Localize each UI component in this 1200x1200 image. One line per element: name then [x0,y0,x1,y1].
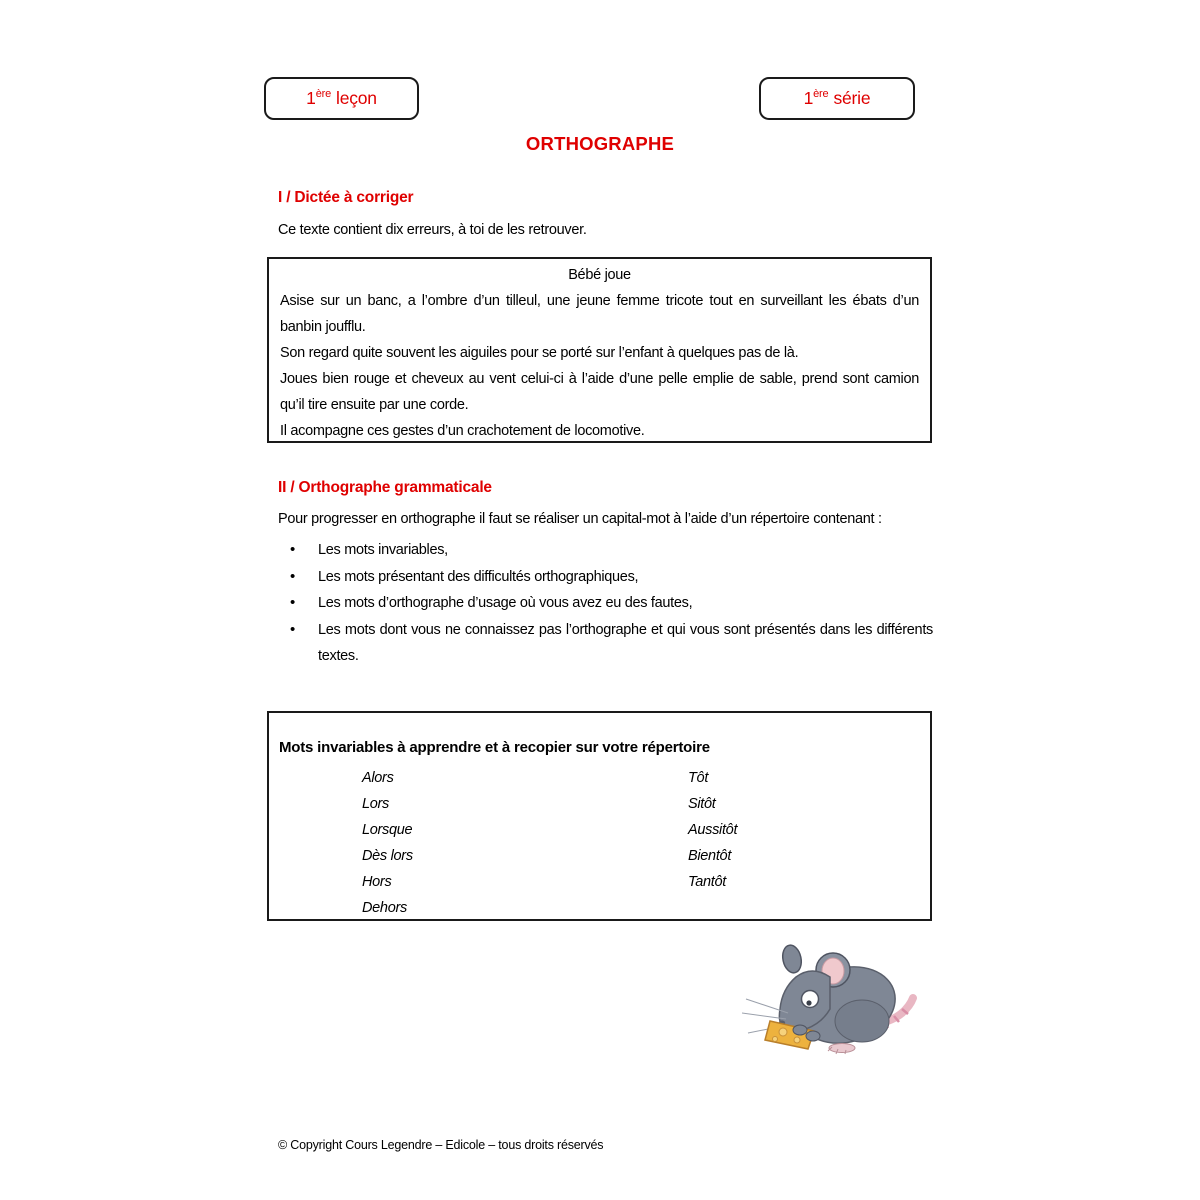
word-item: Aussitôt [688,822,738,838]
badge-word: série [833,88,871,108]
bullet-item: • Les mots présentant des difficultés orthographiques, [278,564,933,591]
badge-number: 1 [803,88,814,108]
mouse-hind-foot [829,1044,855,1053]
word-item: Lors [362,796,390,812]
word-item: Bientôt [688,848,732,864]
word-item: Dehors [362,900,407,916]
bullet-item: • Les mots invariables, [278,537,933,564]
invariable-words-heading: Mots invariables à apprendre et à recopier sur votre répertoire [279,739,710,756]
cheese-hole [779,1028,787,1036]
dictation-box [267,257,932,443]
word-item: Tôt [688,770,709,786]
repertoire-bullet-list [278,537,933,670]
dictation-paragraph: Joues bien rouge et cheveux au vent celui-ci à l’aide d’une pelle emplie de sable, prend sont camion qu’il tire ensuite par une corde. [280,371,919,413]
word-item: Alors [362,770,394,786]
mouse-pupil [806,1000,811,1005]
mouse-paw [793,1025,807,1035]
cheese-hole [773,1037,778,1042]
mouse-ear-left [780,943,803,974]
badge-ordinal-suffix: ère [315,88,331,101]
badge-number: 1 [306,88,316,108]
section-1-intro: Ce texte contient dix erreurs, à toi de les retrouver. [278,222,587,238]
section-2-heading: II / Orthographe grammaticale [278,479,492,496]
word-item: Lorsque [362,822,413,838]
mouse-haunch [835,1000,889,1042]
words-column-left [362,765,688,921]
badge-ordinal-suffix: ère [813,88,829,101]
page-title: ORTHOGRAPHE [525,133,675,154]
copyright-footer: © Copyright Cours Legendre – Edicole – tous droits réservés [278,1138,604,1152]
bullet-item: • Les mots dont vous ne connaissez pas l’orthographe et qui vous sont présentés dans les différents textes. [278,617,933,670]
word-item: Dès lors [362,848,413,864]
invariable-words-columns [279,765,920,921]
lesson-number-badge [264,77,419,120]
bullet-item: • Les mots d’orthographe d’usage où vous avez eu des fautes, [278,590,933,617]
series-number-badge [759,77,915,120]
section-1-heading: I / Dictée à corriger [278,189,414,206]
mouse-cheese-illustration [742,943,922,1063]
dictation-paragraph: Asise sur un banc, a l’ombre d’un tilleul, une jeune femme tricote tout en surveillant les ébats d’un banbin joufflu. [280,293,919,335]
cheese-hole [794,1037,800,1043]
word-item: Sitôt [688,796,716,812]
badge-word: leçon [336,88,377,108]
word-item: Hors [362,874,392,890]
dictation-paragraph: Il acompagne ces gestes d’un crachotement de locomotive. [280,423,645,439]
invariable-words-box [267,711,932,921]
lesson-badge-label [306,88,377,109]
mouse-paw [806,1031,820,1041]
section-2-intro: Pour progresser en orthographe il faut se réaliser un capital-mot à l’aide d’un répertoire contenant : [278,511,882,527]
dictation-paragraph: Son regard quite souvent les aiguiles pour se porté sur l’enfant à quelques pas de là. [280,345,799,361]
words-column-right [688,765,737,921]
series-badge-label [804,88,871,109]
dictation-title: Bébé joue [568,267,631,283]
word-item: Tantôt [688,874,726,890]
